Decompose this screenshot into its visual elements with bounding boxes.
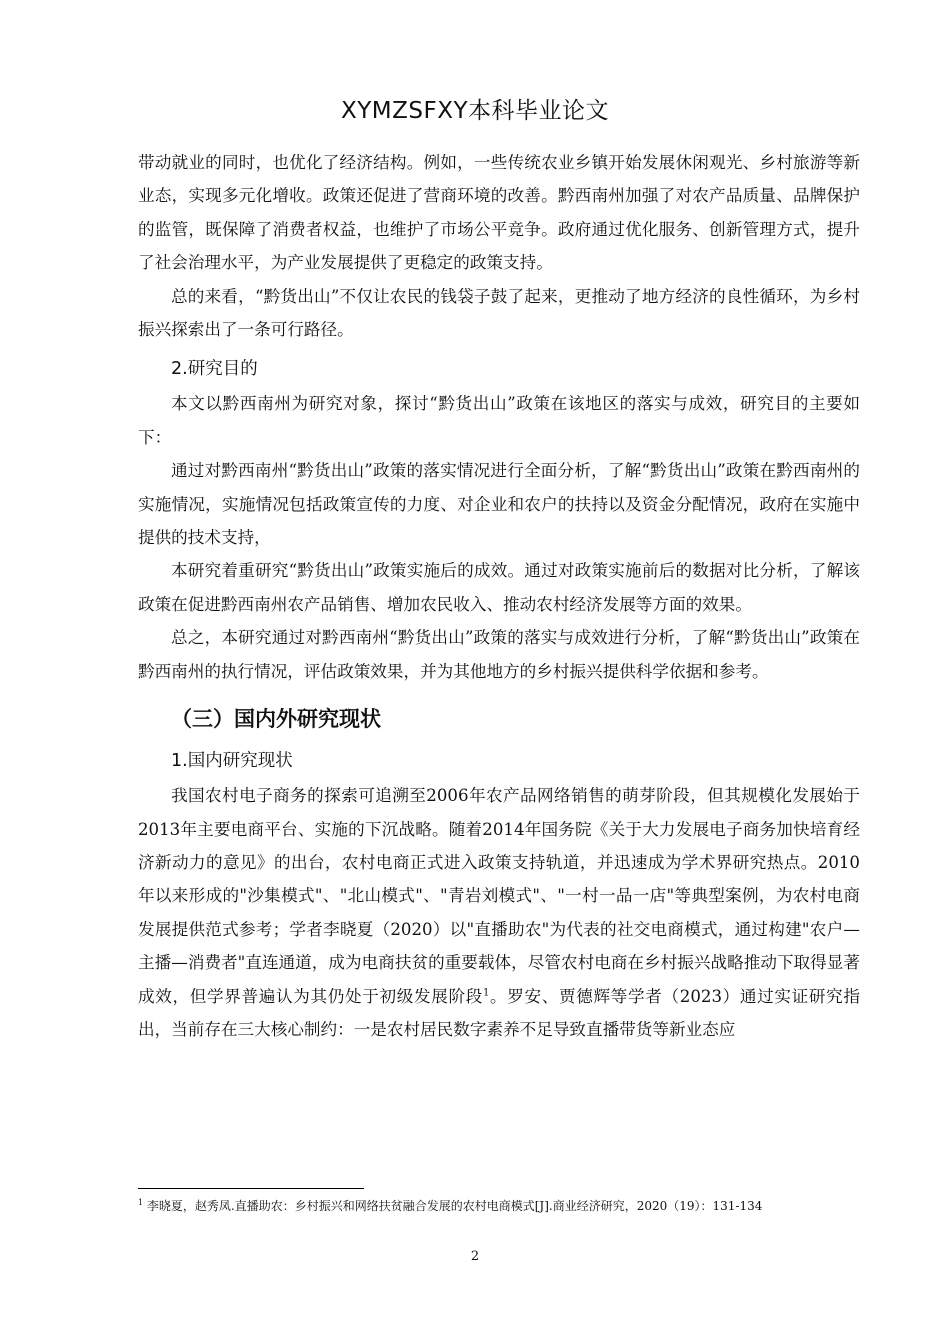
paragraph: 带动就业的同时，也优化了经济结构。例如，一些传统农业乡镇开始发展休闲观光、乡村旅游等新业态，实现多元化增收。政策还促进了营商环境的改善。黔西南州加强了对农产品质量、品牌保护的监管，既保障了消费者权益，也维护了市场公平竞争。政府通过优化服务、创新管理方式，提升了社会治理水平，为产业发展提供了更稳定的政策支持。 <box>138 153 860 273</box>
paragraph: 总之，本研究通过对黔西南州“黔货出山”政策的落实与成效进行分析，了解“黔货出山”政策在黔西南州的执行情况，评估政策效果，并为其他地方的乡村振兴提供科学依据和参考。 <box>138 628 860 681</box>
paragraph-text: 我国农村电子商务的探索可追溯至2006年农产品网络销售的萌芽阶段，但其规模化发展始于2013年主要电商平台、实施的下沉战略。随着2014年国务院《关于大力发展电子商务加快培育经济新动力的意见》的出台，农村电商正式进入政策支持轨道，并迅速成为学术界研究热点。2010年以来形成的"沙集模式"、"北山模式"、"青岩刘模式"、"一村一品一店"等典型案例，为农村电商发展提供范式参考；学者李晓夏（2020）以"直播助农"为代表的社交电商模式，通过构建"农户—主播—消费者"直连通道，成为电商扶贫的重要载体，尽管农村电商在乡村振兴战略推动下取得显著成效，但学界普遍认为其仍处于初级发展阶段 <box>138 786 860 1006</box>
paragraph: 本研究着重研究“黔货出山”政策实施后的成效。通过对政策实施前后的数据对比分析，了解该政策在促进黔西南州农产品销售、增加农民收入、推动农村经济发展等方面的效果。 <box>138 561 860 614</box>
paragraph-domestic-status <box>138 779 860 1046</box>
paragraph: 本文以黔西南州为研究对象，探讨“黔货出山”政策在该地区的落实与成效，研究目的主要如下： <box>138 394 860 447</box>
section-heading-domestic: 1.国内研究现状 <box>171 751 293 772</box>
body-text <box>138 146 860 1046</box>
section-heading-purpose: 2.研究目的 <box>171 359 258 380</box>
paragraph: 通过对黔西南州“黔货出山”政策的落实情况进行全面分析，了解“黔货出山”政策在黔西南州的实施情况，实施情况包括政策宣传的力度、对企业和农户的扶持以及资金分配情况，政府在实施中提供的技术支持， <box>138 461 860 548</box>
footnote <box>138 1197 860 1215</box>
footnote-reference[interactable]: 1 <box>483 987 490 998</box>
chapter-heading-research-status: （三）国内外研究现状 <box>171 707 381 732</box>
footnote-marker: 1 <box>138 1198 144 1207</box>
footnote-divider <box>138 1188 364 1189</box>
page-number: 2 <box>470 1249 480 1264</box>
footnote-text: 李晓夏，赵秀凤.直播助农：乡村振兴和网络扶贫融合发展的农村电商模式[J].商业经济研究，2020（19）：131-134 <box>143 1199 763 1213</box>
running-header: XYMZSFXY本科毕业论文 <box>340 98 610 124</box>
paragraph: 总的来看，“黔货出山”不仅让农民的钱袋子鼓了起来，更推动了地方经济的良性循环，为乡村振兴探索出了一条可行路径。 <box>138 286 860 340</box>
paragraph-text: 。罗安、贾德辉等学者（2023）通过实证研究指出，当前存在三大核心制约：一是农村居民数字素养不足导致直播带货等新业态应 <box>138 986 861 1039</box>
